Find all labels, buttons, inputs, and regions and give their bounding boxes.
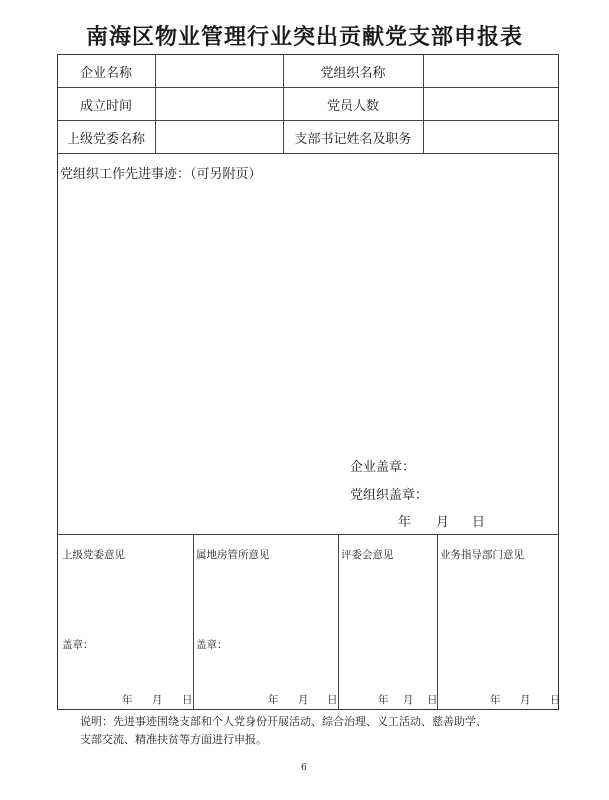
deeds-text-area[interactable] [58,184,558,444]
date-year: 年 [490,694,501,706]
column-divider [193,534,194,710]
date-year: 年 [268,694,279,706]
secretary-label: 支部书记姓名及职务 [294,132,412,147]
opinion-title: 属地房管所意见 [196,549,270,561]
seal-label: 盖章： [62,639,94,651]
enterprise-name-label: 企业名称 [79,66,132,81]
deeds-heading: 党组织工作先进事迹：（可另附页） [60,167,262,182]
row-divider [57,534,559,535]
member-count-field[interactable] [424,88,558,120]
party-org-name-field[interactable] [424,55,558,87]
date-year: 年 [122,694,133,706]
enterprise-name-field[interactable] [156,55,282,87]
date-day: 日 [472,515,486,530]
opinion-title: 上级党委意见 [62,549,125,561]
superior-committee-field[interactable] [156,121,282,153]
date-month: 月 [520,694,531,706]
date-year: 年 [398,515,412,530]
founding-date-field[interactable] [156,88,282,120]
date-day: 日 [327,694,338,706]
page-number: 6 [301,763,307,773]
party-seal-label: 党组织盖章： [350,488,429,503]
seal-label: 盖章： [196,639,228,651]
opinion-title: 评委会意见 [341,549,394,561]
note-line-2: 支部交流、精准扶贫等方面进行申报。 [80,733,267,746]
superior-committee-label: 上级党委名称 [66,132,145,147]
column-divider [338,534,339,710]
date-month: 月 [152,694,163,706]
party-org-name-label: 党组织名称 [320,66,386,81]
column-divider [437,534,438,710]
note-line-1: 说明：先进事迹围绕支部和个人党身份开展活动、综合治理、义工活动、慈善助学、 [80,715,487,728]
date-day: 日 [182,694,193,706]
member-count-label: 党员人数 [326,99,379,114]
date-month: 月 [298,694,309,706]
date-day: 日 [550,694,561,706]
date-month: 月 [436,515,450,530]
founding-date-label: 成立时间 [79,99,132,114]
date-day: 日 [427,694,438,706]
date-month: 月 [403,694,414,706]
opinion-title: 业务指导部门意见 [440,549,524,561]
date-year: 年 [378,694,389,706]
secretary-field[interactable] [424,121,558,153]
form-title: 南海区物业管理行业突出贡献党支部申报表 [85,24,523,50]
enterprise-seal-label: 企业盖章： [350,460,416,475]
row-divider [57,153,559,154]
